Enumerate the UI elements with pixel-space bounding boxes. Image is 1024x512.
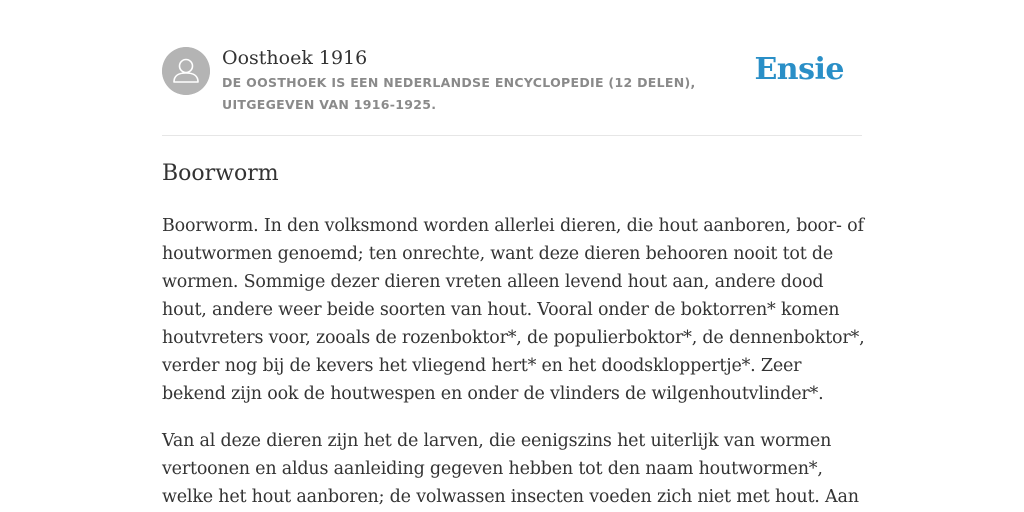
article-paragraph: Van al deze dieren zijn het de larven, die eenigszins het uiterlijk van wormen vertoonen en aldus aanleiding gegeven hebben tot den naam houtwormen*, welke het hout aanboren; de volwassen insecten voeden zich niet met hout. Aan: [162, 431, 859, 507]
ensie-logo-link[interactable]: Ensie: [754, 52, 844, 87]
header-divider: [162, 135, 862, 136]
article-body: [162, 212, 867, 512]
source-description: DE OOSTHOEK IS EEN NEDERLANDSE ENCYCLOPEDIE (12 DELEN), UITGEGEVEN VAN 1916-1925.: [222, 75, 696, 112]
article-title: Boorworm: [162, 161, 279, 186]
source-title[interactable]: Oosthoek 1916: [222, 47, 368, 69]
source-header: [162, 46, 862, 116]
user-avatar-icon[interactable]: [162, 47, 210, 95]
article-paragraph: Boorworm. In den volksmond worden allerlei dieren, die hout aanboren, boor- of houtwormen genoemd; ten onrechte, want deze dieren behooren nooit tot de wormen. Sommige dezer dieren vreten alleen levend hout aan, andere dood hout, andere weer beide soorten van hout. Vooral onder de boktorren* komen houtvreters voor, zooals de rozenboktor*, de populierboktor*, de dennenboktor*, verder nog bij de kevers het vliegend hert* en het doodskloppertje*. Zeer bekend zijn ook de houtwespen en onder de vlinders de wilgenhoutvlinder*.: [162, 216, 865, 404]
